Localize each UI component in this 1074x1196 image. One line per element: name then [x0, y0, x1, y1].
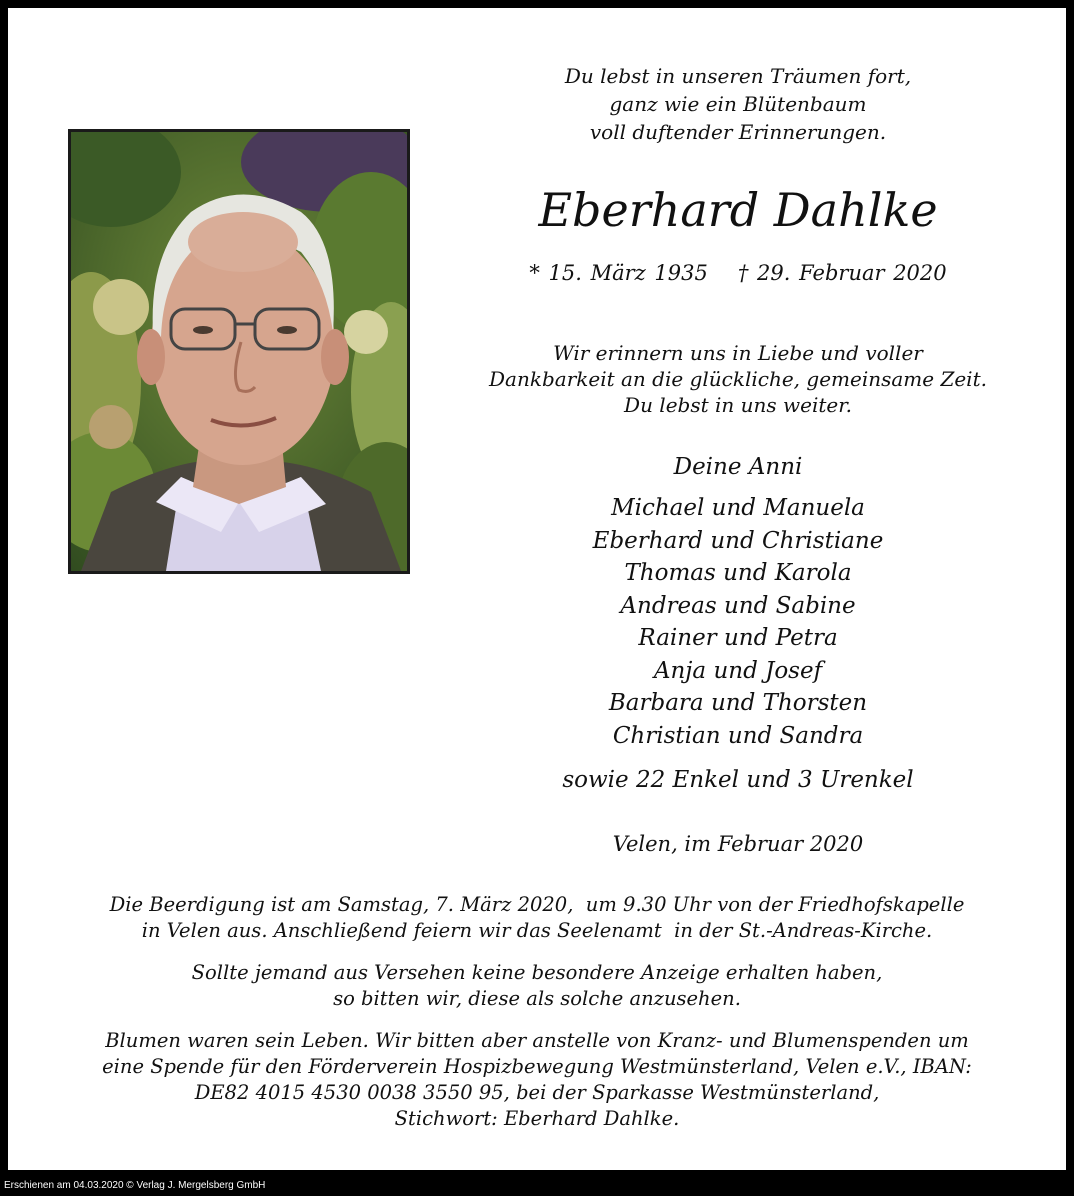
grandchildren-line: sowie 22 Enkel und 3 Urenkel: [562, 767, 914, 793]
remembrance-line: Dankbarkeit an die glückliche, gemeinsame Zeit.: [489, 367, 987, 391]
donation-line: eine Spende für den Förderverein Hospizbewegung Westmünsterland, Velen e.V., IBAN:: [102, 1055, 972, 1078]
donation-line: Blumen waren sein Leben. Wir bitten aber anstelle von Kranz- und Blumenspenden um: [105, 1029, 969, 1052]
deceased-name: Eberhard Dahlke: [538, 183, 938, 237]
child-couple: Rainer und Petra: [638, 625, 838, 651]
child-couple: Michael und Manuela: [611, 495, 865, 521]
life-dates: [478, 258, 998, 288]
funeral-line: in Velen aus. Anschließend feiern wir das Seelenamt in der St.-Andreas-Kirche.: [141, 919, 933, 942]
children-list: [478, 492, 998, 752]
child-couple: Thomas und Karola: [624, 560, 852, 586]
remembrance-line: Du lebst in uns weiter.: [624, 393, 852, 417]
child-couple: Christian und Sandra: [612, 722, 864, 749]
child-couple: Andreas und Sabine: [620, 592, 856, 619]
child-couple: Eberhard und Christiane: [592, 527, 884, 554]
death-date: † 29. Februar 2020: [737, 261, 947, 285]
publication-footer: Erschienen am 04.03.2020 © Verlag J. Mergelsberg GmbH: [4, 1180, 266, 1191]
funeral-info: [28, 892, 1046, 944]
donation-line: Stichwort: Eberhard Dahlke.: [394, 1107, 680, 1130]
obituary-sheet: [8, 8, 1066, 1170]
child-couple: Anja und Josef: [653, 657, 823, 684]
place-date: Velen, im Februar 2020: [612, 832, 864, 856]
notice-line: so bitten wir, diese als solche anzusehen.: [333, 987, 741, 1010]
notice-text: [28, 960, 1046, 1012]
motto-line: voll duftender Erinnerungen.: [589, 120, 887, 144]
remembrance-line: Wir erinnern uns in Liebe und voller: [553, 341, 923, 365]
funeral-line: Die Beerdigung ist am Samstag, 7. März 2020, um 9.30 Uhr von der Friedhofskapelle: [109, 893, 965, 916]
wife-name: Deine Anni: [673, 454, 803, 480]
birth-date: * 15. März 1935: [529, 261, 708, 285]
remembrance-text: [438, 340, 1038, 418]
portrait-photo: [68, 129, 410, 574]
portrait-image: [71, 132, 407, 571]
donation-line: DE82 4015 4530 0038 3550 95, bei der Sparkasse Westmünsterland,: [194, 1081, 880, 1104]
memorial-motto: [478, 62, 998, 146]
donation-info: [28, 1028, 1046, 1132]
motto-line: Du lebst in unseren Träumen fort,: [564, 64, 912, 88]
notice-line: Sollte jemand aus Versehen keine besondere Anzeige erhalten haben,: [191, 961, 883, 984]
child-couple: Barbara und Thorsten: [608, 690, 868, 716]
motto-line: ganz wie ein Blütenbaum: [609, 92, 867, 116]
